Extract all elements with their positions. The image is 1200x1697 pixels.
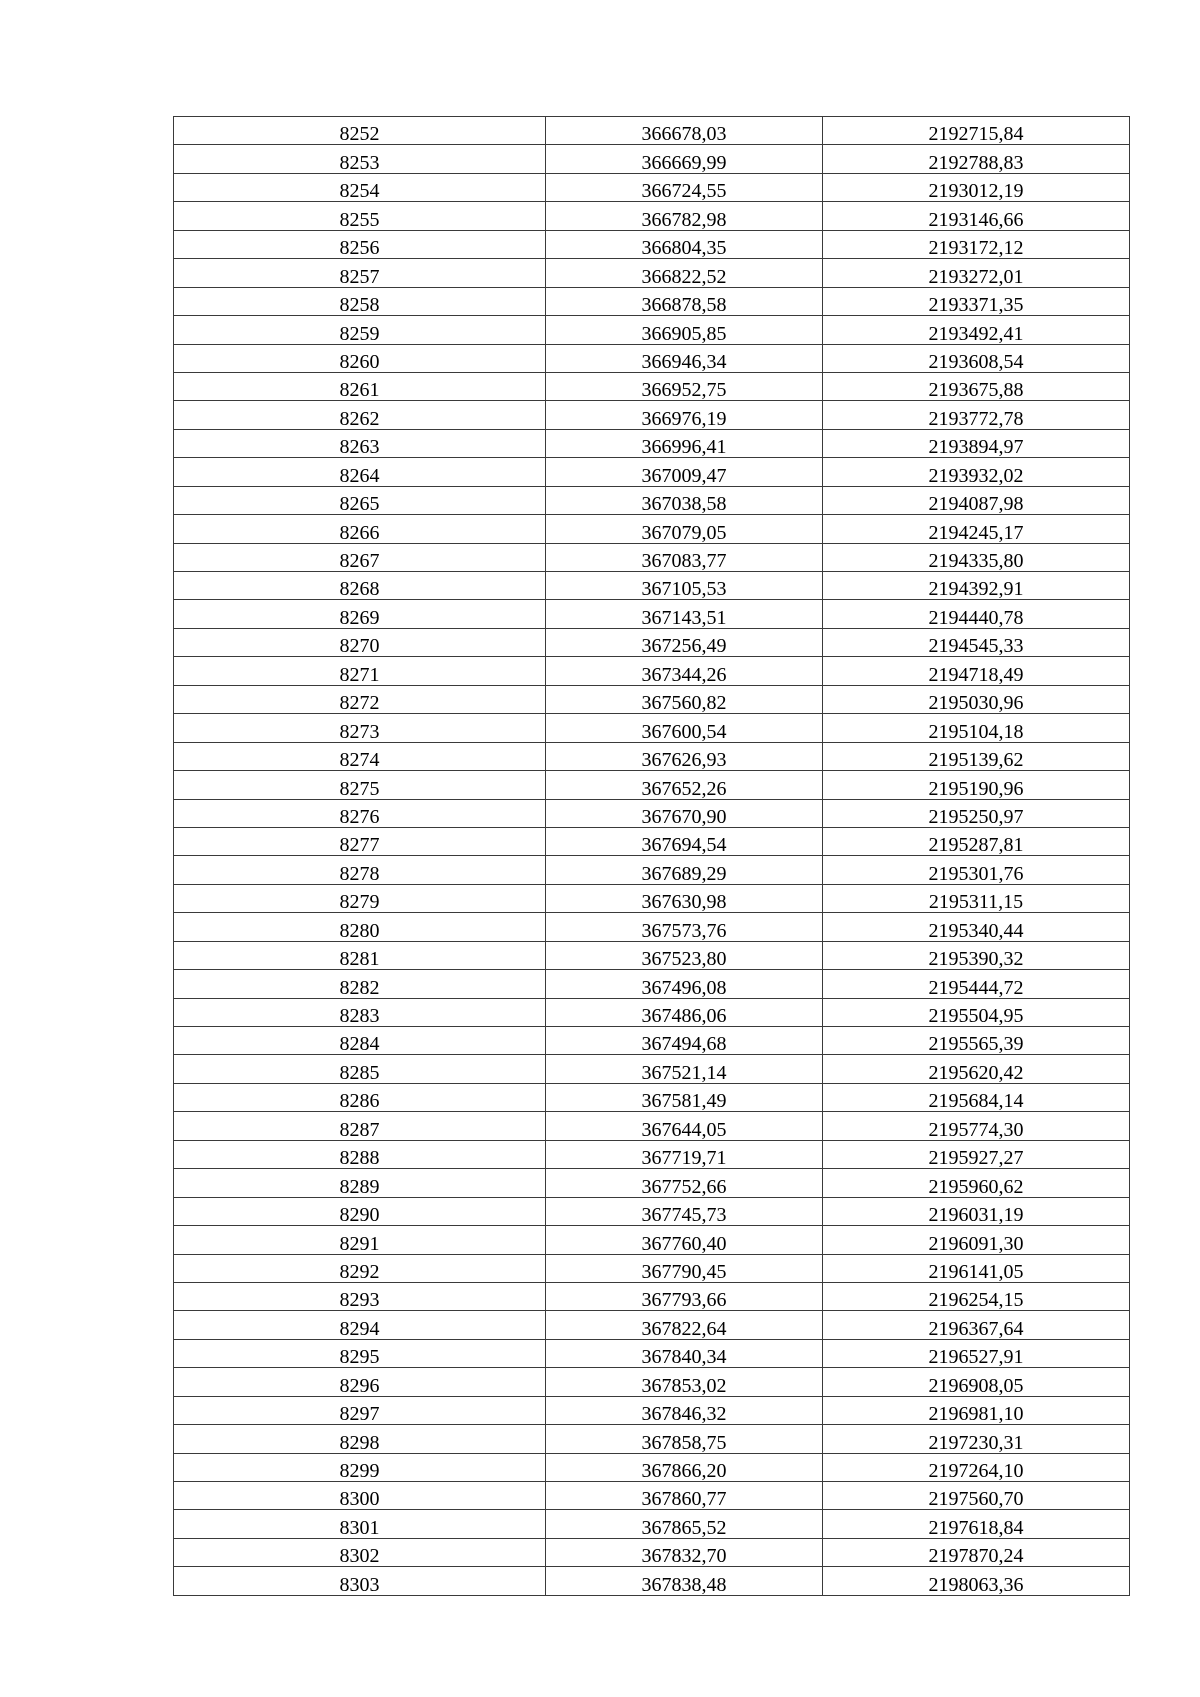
y-coordinate-cell: 2194545,33 <box>823 628 1130 656</box>
y-coordinate-cell: 2195030,96 <box>823 685 1130 713</box>
point-number-cell: 8267 <box>174 543 546 571</box>
y-coordinate-cell: 2196908,05 <box>823 1368 1130 1396</box>
x-coordinate-cell: 367143,51 <box>546 600 823 628</box>
x-coordinate-cell: 367689,29 <box>546 856 823 884</box>
point-number-cell: 8294 <box>174 1311 546 1339</box>
x-coordinate-cell: 367822,64 <box>546 1311 823 1339</box>
y-coordinate-cell: 2193146,66 <box>823 202 1130 230</box>
coordinates-table <box>173 116 1130 1596</box>
point-number-cell: 8268 <box>174 572 546 600</box>
table-row <box>174 1339 1130 1367</box>
x-coordinate-cell: 367494,68 <box>546 1027 823 1055</box>
table-row <box>174 1538 1130 1566</box>
y-coordinate-cell: 2196981,10 <box>823 1396 1130 1424</box>
y-coordinate-cell: 2196091,30 <box>823 1226 1130 1254</box>
point-number-cell: 8286 <box>174 1083 546 1111</box>
point-number-cell: 8279 <box>174 884 546 912</box>
y-coordinate-cell: 2193172,12 <box>823 230 1130 258</box>
x-coordinate-cell: 367644,05 <box>546 1112 823 1140</box>
x-coordinate-cell: 367752,66 <box>546 1169 823 1197</box>
y-coordinate-cell: 2196141,05 <box>823 1254 1130 1282</box>
y-coordinate-cell: 2197870,24 <box>823 1538 1130 1566</box>
x-coordinate-cell: 367832,70 <box>546 1538 823 1566</box>
table-row <box>174 1254 1130 1282</box>
table-row <box>174 1226 1130 1254</box>
table-row <box>174 202 1130 230</box>
y-coordinate-cell: 2197618,84 <box>823 1510 1130 1538</box>
point-number-cell: 8284 <box>174 1027 546 1055</box>
point-number-cell: 8263 <box>174 429 546 457</box>
y-coordinate-cell: 2195190,96 <box>823 771 1130 799</box>
x-coordinate-cell: 367009,47 <box>546 458 823 486</box>
x-coordinate-cell: 367793,66 <box>546 1282 823 1310</box>
table-row <box>174 117 1130 145</box>
point-number-cell: 8299 <box>174 1453 546 1481</box>
table-row <box>174 1197 1130 1225</box>
x-coordinate-cell: 366905,85 <box>546 316 823 344</box>
x-coordinate-cell: 367719,71 <box>546 1140 823 1168</box>
y-coordinate-cell: 2195960,62 <box>823 1169 1130 1197</box>
x-coordinate-cell: 367083,77 <box>546 543 823 571</box>
point-number-cell: 8288 <box>174 1140 546 1168</box>
table-row <box>174 1567 1130 1595</box>
x-coordinate-cell: 367694,54 <box>546 827 823 855</box>
x-coordinate-cell: 367652,26 <box>546 771 823 799</box>
point-number-cell: 8302 <box>174 1538 546 1566</box>
point-number-cell: 8274 <box>174 742 546 770</box>
point-number-cell: 8296 <box>174 1368 546 1396</box>
point-number-cell: 8298 <box>174 1425 546 1453</box>
y-coordinate-cell: 2193894,97 <box>823 429 1130 457</box>
point-number-cell: 8270 <box>174 628 546 656</box>
table-row <box>174 941 1130 969</box>
x-coordinate-cell: 367860,77 <box>546 1482 823 1510</box>
x-coordinate-cell: 367523,80 <box>546 941 823 969</box>
table-row <box>174 259 1130 287</box>
y-coordinate-cell: 2194440,78 <box>823 600 1130 628</box>
y-coordinate-cell: 2194335,80 <box>823 543 1130 571</box>
point-number-cell: 8285 <box>174 1055 546 1083</box>
point-number-cell: 8264 <box>174 458 546 486</box>
x-coordinate-cell: 367256,49 <box>546 628 823 656</box>
table-row <box>174 1282 1130 1310</box>
table-row <box>174 771 1130 799</box>
y-coordinate-cell: 2195774,30 <box>823 1112 1130 1140</box>
y-coordinate-cell: 2194392,91 <box>823 572 1130 600</box>
point-number-cell: 8273 <box>174 714 546 742</box>
x-coordinate-cell: 366724,55 <box>546 173 823 201</box>
y-coordinate-cell: 2195311,15 <box>823 884 1130 912</box>
table-row <box>174 287 1130 315</box>
x-coordinate-cell: 366804,35 <box>546 230 823 258</box>
point-number-cell: 8281 <box>174 941 546 969</box>
table-row <box>174 1311 1130 1339</box>
table-row <box>174 458 1130 486</box>
table-row <box>174 1396 1130 1424</box>
point-number-cell: 8262 <box>174 401 546 429</box>
y-coordinate-cell: 2195504,95 <box>823 998 1130 1026</box>
x-coordinate-cell: 367344,26 <box>546 657 823 685</box>
table-row <box>174 827 1130 855</box>
table-row <box>174 1453 1130 1481</box>
table-row <box>174 998 1130 1026</box>
table-row <box>174 572 1130 600</box>
table-row <box>174 628 1130 656</box>
point-number-cell: 8297 <box>174 1396 546 1424</box>
x-coordinate-cell: 367858,75 <box>546 1425 823 1453</box>
y-coordinate-cell: 2195104,18 <box>823 714 1130 742</box>
x-coordinate-cell: 367745,73 <box>546 1197 823 1225</box>
x-coordinate-cell: 367626,93 <box>546 742 823 770</box>
coordinates-table-body <box>174 117 1130 1596</box>
table-row <box>174 970 1130 998</box>
table-row <box>174 173 1130 201</box>
x-coordinate-cell: 367838,48 <box>546 1567 823 1595</box>
x-coordinate-cell: 367840,34 <box>546 1339 823 1367</box>
point-number-cell: 8291 <box>174 1226 546 1254</box>
y-coordinate-cell: 2197560,70 <box>823 1482 1130 1510</box>
x-coordinate-cell: 366678,03 <box>546 117 823 145</box>
y-coordinate-cell: 2195139,62 <box>823 742 1130 770</box>
point-number-cell: 8275 <box>174 771 546 799</box>
y-coordinate-cell: 2196527,91 <box>823 1339 1130 1367</box>
x-coordinate-cell: 366669,99 <box>546 145 823 173</box>
table-row <box>174 884 1130 912</box>
table-row <box>174 1425 1130 1453</box>
y-coordinate-cell: 2194087,98 <box>823 486 1130 514</box>
y-coordinate-cell: 2193492,41 <box>823 316 1130 344</box>
table-row <box>174 515 1130 543</box>
x-coordinate-cell: 367038,58 <box>546 486 823 514</box>
point-number-cell: 8272 <box>174 685 546 713</box>
table-row <box>174 486 1130 514</box>
x-coordinate-cell: 366782,98 <box>546 202 823 230</box>
table-row <box>174 1083 1130 1111</box>
point-number-cell: 8260 <box>174 344 546 372</box>
table-row <box>174 1169 1130 1197</box>
table-row <box>174 344 1130 372</box>
y-coordinate-cell: 2193371,35 <box>823 287 1130 315</box>
y-coordinate-cell: 2195684,14 <box>823 1083 1130 1111</box>
table-row <box>174 543 1130 571</box>
x-coordinate-cell: 367853,02 <box>546 1368 823 1396</box>
point-number-cell: 8276 <box>174 799 546 827</box>
x-coordinate-cell: 367573,76 <box>546 913 823 941</box>
table-row <box>174 1510 1130 1538</box>
table-row <box>174 856 1130 884</box>
x-coordinate-cell: 367581,49 <box>546 1083 823 1111</box>
point-number-cell: 8287 <box>174 1112 546 1140</box>
table-row <box>174 600 1130 628</box>
point-number-cell: 8271 <box>174 657 546 685</box>
table-row <box>174 429 1130 457</box>
point-number-cell: 8303 <box>174 1567 546 1595</box>
point-number-cell: 8257 <box>174 259 546 287</box>
point-number-cell: 8252 <box>174 117 546 145</box>
table-row <box>174 714 1130 742</box>
point-number-cell: 8277 <box>174 827 546 855</box>
x-coordinate-cell: 367846,32 <box>546 1396 823 1424</box>
table-row <box>174 230 1130 258</box>
y-coordinate-cell: 2193608,54 <box>823 344 1130 372</box>
y-coordinate-cell: 2197264,10 <box>823 1453 1130 1481</box>
y-coordinate-cell: 2195927,27 <box>823 1140 1130 1168</box>
point-number-cell: 8255 <box>174 202 546 230</box>
point-number-cell: 8301 <box>174 1510 546 1538</box>
point-number-cell: 8283 <box>174 998 546 1026</box>
table-row <box>174 913 1130 941</box>
x-coordinate-cell: 367790,45 <box>546 1254 823 1282</box>
y-coordinate-cell: 2195390,32 <box>823 941 1130 969</box>
y-coordinate-cell: 2197230,31 <box>823 1425 1130 1453</box>
point-number-cell: 8300 <box>174 1482 546 1510</box>
table-row <box>174 657 1130 685</box>
point-number-cell: 8259 <box>174 316 546 344</box>
y-coordinate-cell: 2193772,78 <box>823 401 1130 429</box>
y-coordinate-cell: 2195250,97 <box>823 799 1130 827</box>
table-row <box>174 372 1130 400</box>
table-row <box>174 1055 1130 1083</box>
y-coordinate-cell: 2196031,19 <box>823 1197 1130 1225</box>
x-coordinate-cell: 367105,53 <box>546 572 823 600</box>
x-coordinate-cell: 367865,52 <box>546 1510 823 1538</box>
x-coordinate-cell: 367496,08 <box>546 970 823 998</box>
point-number-cell: 8278 <box>174 856 546 884</box>
table-row <box>174 1368 1130 1396</box>
y-coordinate-cell: 2194245,17 <box>823 515 1130 543</box>
point-number-cell: 8293 <box>174 1282 546 1310</box>
x-coordinate-cell: 367600,54 <box>546 714 823 742</box>
table-row <box>174 1482 1130 1510</box>
x-coordinate-cell: 367630,98 <box>546 884 823 912</box>
point-number-cell: 8258 <box>174 287 546 315</box>
x-coordinate-cell: 366946,34 <box>546 344 823 372</box>
point-number-cell: 8290 <box>174 1197 546 1225</box>
y-coordinate-cell: 2193675,88 <box>823 372 1130 400</box>
y-coordinate-cell: 2195287,81 <box>823 827 1130 855</box>
x-coordinate-cell: 367079,05 <box>546 515 823 543</box>
table-row <box>174 1140 1130 1168</box>
x-coordinate-cell: 367560,82 <box>546 685 823 713</box>
point-number-cell: 8253 <box>174 145 546 173</box>
table-row <box>174 401 1130 429</box>
x-coordinate-cell: 366878,58 <box>546 287 823 315</box>
y-coordinate-cell: 2195340,44 <box>823 913 1130 941</box>
x-coordinate-cell: 367486,06 <box>546 998 823 1026</box>
point-number-cell: 8266 <box>174 515 546 543</box>
x-coordinate-cell: 367670,90 <box>546 799 823 827</box>
point-number-cell: 8280 <box>174 913 546 941</box>
x-coordinate-cell: 366996,41 <box>546 429 823 457</box>
table-row <box>174 742 1130 770</box>
x-coordinate-cell: 366952,75 <box>546 372 823 400</box>
y-coordinate-cell: 2196367,64 <box>823 1311 1130 1339</box>
point-number-cell: 8256 <box>174 230 546 258</box>
y-coordinate-cell: 2196254,15 <box>823 1282 1130 1310</box>
y-coordinate-cell: 2192788,83 <box>823 145 1130 173</box>
x-coordinate-cell: 366976,19 <box>546 401 823 429</box>
table-row <box>174 685 1130 713</box>
x-coordinate-cell: 367521,14 <box>546 1055 823 1083</box>
point-number-cell: 8289 <box>174 1169 546 1197</box>
y-coordinate-cell: 2192715,84 <box>823 117 1130 145</box>
table-row <box>174 1112 1130 1140</box>
point-number-cell: 8261 <box>174 372 546 400</box>
table-row <box>174 145 1130 173</box>
x-coordinate-cell: 367760,40 <box>546 1226 823 1254</box>
y-coordinate-cell: 2195301,76 <box>823 856 1130 884</box>
y-coordinate-cell: 2195620,42 <box>823 1055 1130 1083</box>
y-coordinate-cell: 2193932,02 <box>823 458 1130 486</box>
y-coordinate-cell: 2195565,39 <box>823 1027 1130 1055</box>
point-number-cell: 8295 <box>174 1339 546 1367</box>
point-number-cell: 8269 <box>174 600 546 628</box>
y-coordinate-cell: 2193272,01 <box>823 259 1130 287</box>
y-coordinate-cell: 2193012,19 <box>823 173 1130 201</box>
point-number-cell: 8265 <box>174 486 546 514</box>
table-row <box>174 1027 1130 1055</box>
y-coordinate-cell: 2198063,36 <box>823 1567 1130 1595</box>
x-coordinate-cell: 367866,20 <box>546 1453 823 1481</box>
point-number-cell: 8292 <box>174 1254 546 1282</box>
x-coordinate-cell: 366822,52 <box>546 259 823 287</box>
point-number-cell: 8254 <box>174 173 546 201</box>
table-row <box>174 316 1130 344</box>
y-coordinate-cell: 2195444,72 <box>823 970 1130 998</box>
point-number-cell: 8282 <box>174 970 546 998</box>
table-row <box>174 799 1130 827</box>
y-coordinate-cell: 2194718,49 <box>823 657 1130 685</box>
